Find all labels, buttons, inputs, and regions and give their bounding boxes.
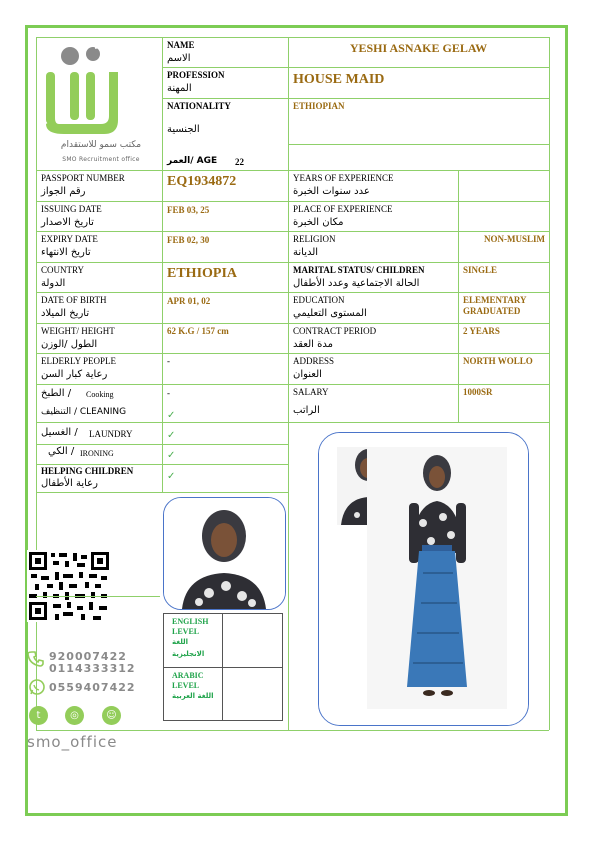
marital-arabic-label: الحالة الاجتماعية وعدد الأطفال [293,278,420,289]
cleaning-label: التنظيف / CLEANING [41,407,127,417]
name-arabic-label: الاسم [167,53,191,64]
ironing-arabic-label: الكي / [48,446,75,457]
country-arabic-label: الدولة [41,278,66,289]
arabic-level-label-1: ARABIC [172,671,204,680]
phone-icon [28,650,46,668]
arabic-level-label-2: LEVEL [172,681,200,690]
ironing-label: IRONING [80,449,114,458]
nationality-label: NATIONALITY [167,101,231,111]
smo-logo [40,40,162,170]
dob-value: APR 01, 02 [167,296,211,306]
elderly-value: - [167,356,170,366]
nationality-arabic-label: الجنسية [167,124,200,135]
dob-label: DATE OF BIRTH [41,295,107,305]
address-arabic-label: العنوان [293,369,322,380]
whatsapp-number: 0559407422 [49,681,136,694]
issuing-value: FEB 03, 25 [167,205,210,215]
cooking-arabic-label: الطبخ / [41,388,72,399]
cooking-value: - [167,388,170,398]
education-value-1: ELEMENTARY [463,295,527,305]
snapchat-icon[interactable]: ☺ [102,706,121,725]
english-level-label-2: LEVEL [172,627,200,636]
elderly-label: ELDERLY PEOPLE [41,356,117,366]
passport-photo [163,497,286,610]
laundry-label: LAUNDRY [89,429,133,439]
passport-arabic-label: رقم الجواز [41,186,86,197]
profession-value: HOUSE MAID [293,72,385,87]
cleaning-check-icon: ✓ [167,410,176,421]
education-value-2: GRADUATED [463,306,521,316]
contract-arabic-label: مدة العقد [293,339,333,350]
full-body-photo [318,432,529,726]
place-label: PLACE OF EXPERIENCE [293,204,393,214]
logo-english-text: SMO Recruitment office [62,156,140,163]
expiry-value: FEB 02, 30 [167,235,210,245]
weight-value: 62 K.G / 157 cm [167,326,229,336]
address-label: ADDRESS [293,356,335,366]
weight-arabic-label: الطول /الوزن [41,339,98,350]
religion-value: NON-MUSLIM [484,234,545,244]
helping-label: HELPING CHILDREN [41,466,134,476]
arabic-level-arabic: اللغة العربية [172,692,214,700]
social-handle: smo_office [27,733,118,751]
nationality-value: ETHIOPIAN [293,101,345,111]
english-level-arabic-1: اللغة [172,638,189,646]
religion-arabic-label: الديانة [293,247,319,258]
phone-number-1: 920007422 [49,650,127,663]
logo-arabic-text: مكتب سمو للاستقدام [60,140,142,150]
profession-arabic-label: المهنة [167,83,192,94]
name-value: YESHI ASNAKE GELAW [349,41,488,55]
name-label: NAME [167,40,195,50]
education-arabic-label: المستوى التعليمي [293,308,367,319]
country-label: COUNTRY [41,265,85,275]
weight-label: WEIGHT/ HEIGHT [41,326,115,336]
elderly-arabic-label: رعاية كبار السن [41,369,108,380]
experience-label: YEARS OF EXPERIENCE [293,173,394,183]
salary-value: 1000SR [463,387,493,397]
laundry-arabic-label: الغسيل / [41,427,78,438]
age-value: 22 [235,157,244,167]
issuing-label: ISSUING DATE [41,204,102,214]
country-value: ETHIOPIA [167,266,238,281]
qr-code [27,550,111,622]
contract-label: CONTRACT PERIOD [293,326,377,336]
experience-arabic-label: عدد سنوات الخبرة [293,186,370,197]
issuing-arabic-label: تاريخ الاصدار [41,217,94,228]
profession-label: PROFESSION [167,70,225,80]
education-label: EDUCATION [293,295,345,305]
helping-arabic-label: رعاية الأطفال [41,478,98,489]
contract-value: 2 YEARS [463,326,500,336]
cooking-label: Cooking [86,390,114,399]
marital-label: MARITAL STATUS/ CHILDREN [293,265,425,275]
place-arabic-label: مكان الخبرة [293,217,344,228]
english-level-arabic-2: الانجليزية [172,650,205,658]
passport-label: PASSPORT NUMBER [41,173,125,183]
english-level-label-1: ENGLISH [172,617,209,626]
instagram-icon[interactable]: ◎ [65,706,84,725]
phone-number-2: 0114333312 [49,662,136,675]
expiry-label: EXPIRY DATE [41,234,98,244]
twitter-icon[interactable]: t [29,706,48,725]
religion-label: RELIGION [293,234,336,244]
expiry-arabic-label: تاريخ الانتهاء [41,247,91,258]
salary-label: SALARY [293,387,329,397]
marital-value: SINGLE [463,265,498,275]
address-value: NORTH WOLLO [463,356,533,366]
ironing-check-icon: ✓ [167,450,176,461]
passport-value: EQ1934872 [167,174,237,189]
separator-bar [36,596,160,597]
age-label: العمر/ AGE [167,156,218,166]
whatsapp-icon [28,678,46,696]
helping-check-icon: ✓ [167,471,176,482]
dob-arabic-label: تاريخ الميلاد [41,308,90,319]
laundry-check-icon: ✓ [167,430,176,441]
salary-arabic-label: الراتب [293,405,320,416]
